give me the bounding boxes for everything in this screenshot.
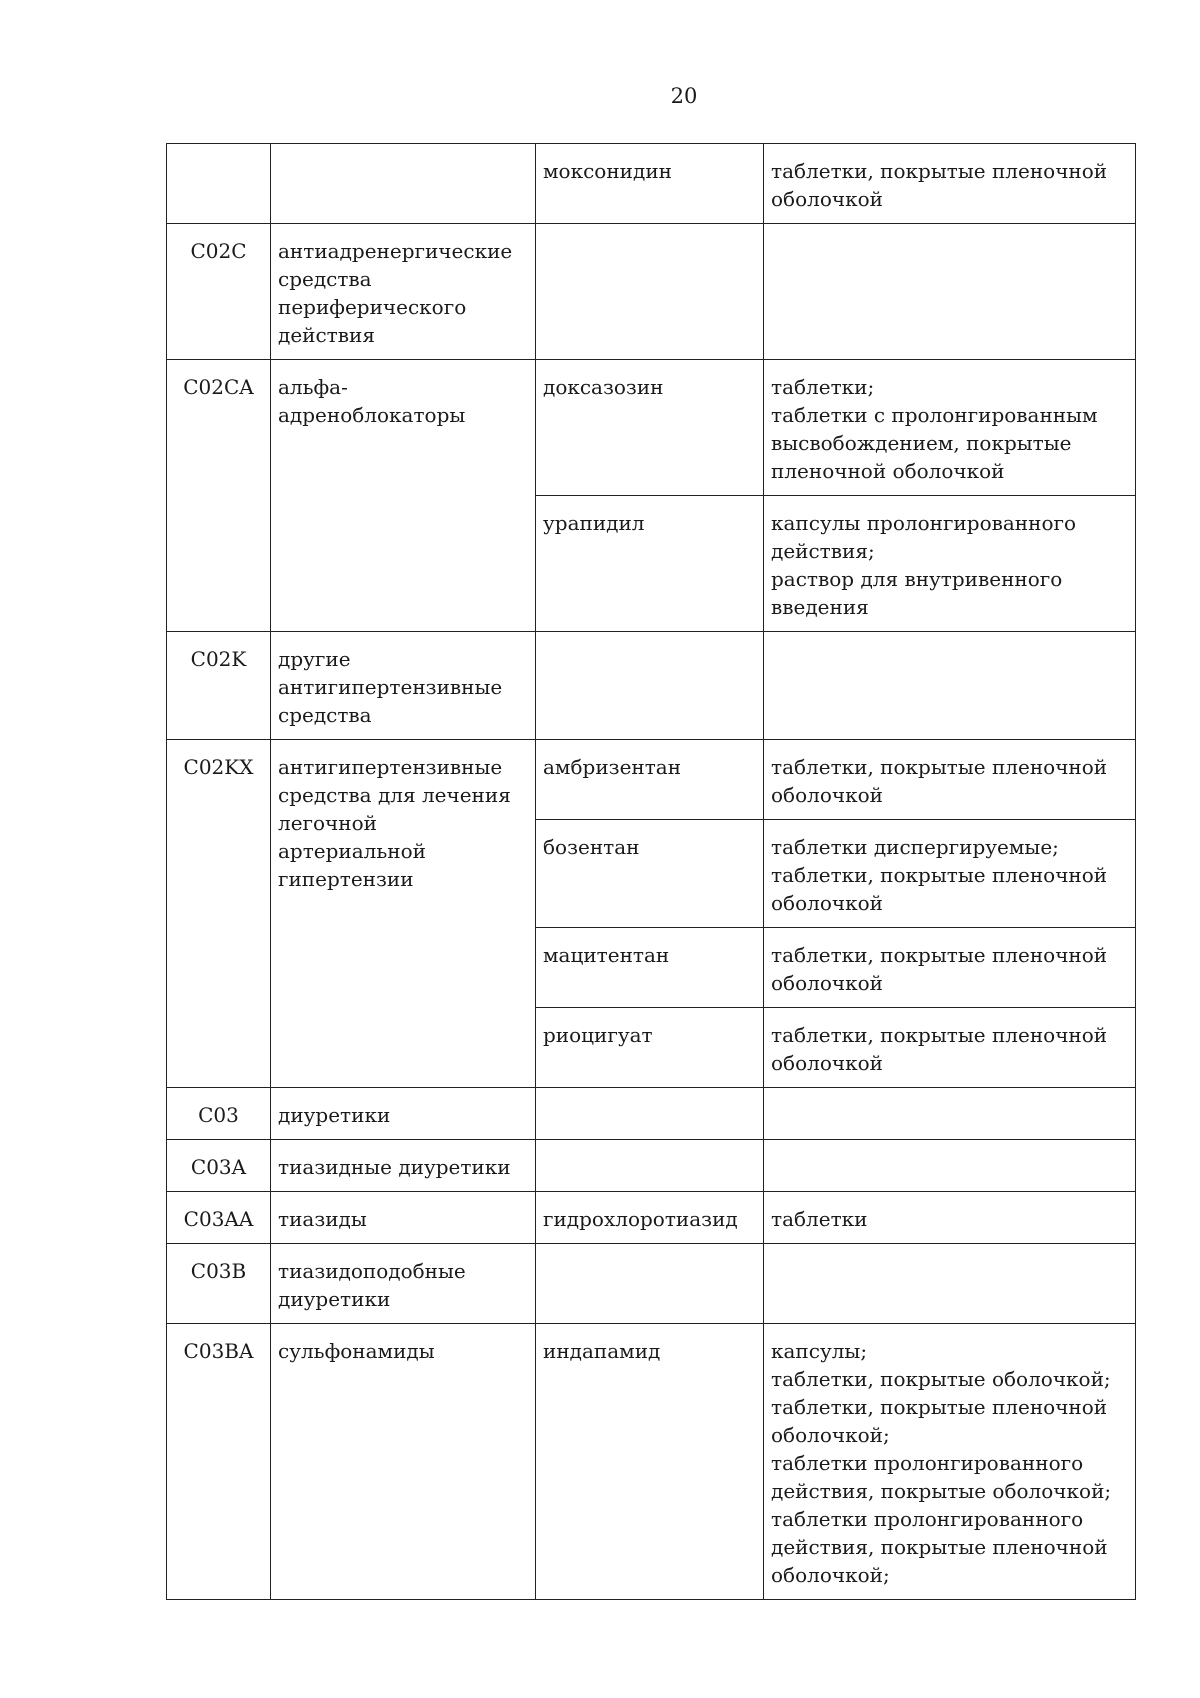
dosage-form-line: таблетки, покрытые пленочной	[771, 159, 1108, 183]
table-row	[167, 144, 1136, 224]
dosage-forms	[764, 820, 1136, 928]
dosage-form-line: таблетки пролонгированного	[771, 1507, 1084, 1531]
atc-code: C02K	[167, 632, 271, 740]
dosage-forms	[764, 1008, 1136, 1088]
group-name: антигипертензивные средства для лечения легочной артериальной гипертензии	[271, 740, 536, 1088]
dosage-form-line: введения	[771, 595, 869, 619]
dosage-forms	[764, 740, 1136, 820]
drug-name: доксазозин	[536, 360, 764, 496]
dosage-form-line: оболочкой	[771, 971, 883, 995]
dosage-form-line: таблетки;	[771, 375, 875, 399]
table-row	[167, 360, 1136, 496]
dosage-forms	[764, 1088, 1136, 1140]
dosage-forms	[764, 928, 1136, 1008]
group-name: сульфонамиды	[271, 1324, 536, 1600]
group-name: альфа-адреноблокаторы	[271, 360, 536, 632]
dosage-form-line: таблетки, покрытые оболочкой;	[771, 1367, 1111, 1391]
dosage-forms	[764, 1192, 1136, 1244]
dosage-forms	[764, 1244, 1136, 1324]
dosage-forms	[764, 632, 1136, 740]
dosage-form-line: действия;	[771, 539, 875, 563]
dosage-form-line: таблетки с пролонгированным	[771, 403, 1098, 427]
dosage-form-line: таблетки, покрытые пленочной	[771, 863, 1108, 887]
group-name	[271, 144, 536, 224]
group-name: диуретики	[271, 1088, 536, 1140]
table-row	[167, 1088, 1136, 1140]
dosage-forms	[764, 1140, 1136, 1192]
table-row	[167, 632, 1136, 740]
group-name: тиазидные диуретики	[271, 1140, 536, 1192]
dosage-form-line: таблетки, покрытые пленочной	[771, 943, 1108, 967]
group-name: антиадренергические средства периферического действия	[271, 224, 536, 360]
drug-name	[536, 1244, 764, 1324]
drug-classification-table	[166, 143, 1136, 1600]
atc-code: C03AA	[167, 1192, 271, 1244]
drug-name: моксонидин	[536, 144, 764, 224]
drug-name	[536, 632, 764, 740]
dosage-form-line: таблетки диспергируемые;	[771, 835, 1059, 859]
drug-name: амбризентан	[536, 740, 764, 820]
drug-name: риоцигуат	[536, 1008, 764, 1088]
table-row	[167, 1324, 1136, 1600]
drug-name	[536, 1088, 764, 1140]
dosage-forms	[764, 496, 1136, 632]
dosage-form-line: раствор для внутривенного	[771, 567, 1063, 591]
table-row	[167, 740, 1136, 820]
dosage-form-line: оболочкой	[771, 783, 883, 807]
group-name: тиазиды	[271, 1192, 536, 1244]
table-row	[167, 1244, 1136, 1324]
atc-code: C03A	[167, 1140, 271, 1192]
group-name: тиазидоподобные диуретики	[271, 1244, 536, 1324]
dosage-forms	[764, 144, 1136, 224]
dosage-form-line: оболочкой;	[771, 1423, 890, 1447]
drug-name	[536, 224, 764, 360]
dosage-form-line: высвобождением, покрытые	[771, 431, 1072, 455]
dosage-form-line: таблетки пролонгированного	[771, 1451, 1084, 1475]
dosage-form-line: капсулы;	[771, 1339, 868, 1363]
dosage-form-line: капсулы пролонгированного	[771, 511, 1077, 535]
table-row	[167, 1140, 1136, 1192]
atc-code: C02KX	[167, 740, 271, 1088]
atc-code: C02CA	[167, 360, 271, 632]
dosage-forms	[764, 224, 1136, 360]
atc-code: C03	[167, 1088, 271, 1140]
dosage-form-line: оболочкой	[771, 187, 883, 211]
dosage-form-line: таблетки, покрытые пленочной	[771, 755, 1108, 779]
dosage-form-line: оболочкой	[771, 1051, 883, 1075]
group-name: другие антигипертензивные средства	[271, 632, 536, 740]
drug-name: мацитентан	[536, 928, 764, 1008]
drug-name: гидрохлоротиазид	[536, 1192, 764, 1244]
atc-code: C03B	[167, 1244, 271, 1324]
dosage-form-line: пленочной оболочкой	[771, 459, 1005, 483]
drug-name: индапамид	[536, 1324, 764, 1600]
dosage-forms	[764, 1324, 1136, 1600]
atc-code: C02C	[167, 224, 271, 360]
dosage-form-line: таблетки	[771, 1207, 868, 1231]
dosage-forms	[764, 360, 1136, 496]
dosage-form-line: оболочкой	[771, 891, 883, 915]
dosage-form-line: таблетки, покрытые пленочной	[771, 1023, 1108, 1047]
dosage-form-line: действия, покрытые оболочкой;	[771, 1479, 1112, 1503]
atc-code: C03BA	[167, 1324, 271, 1600]
drug-name	[536, 1140, 764, 1192]
dosage-form-line: оболочкой;	[771, 1563, 890, 1587]
dosage-form-line: действия, покрытые пленочной	[771, 1535, 1108, 1559]
drug-name: урапидил	[536, 496, 764, 632]
dosage-form-line: таблетки, покрытые пленочной	[771, 1395, 1108, 1419]
atc-code	[167, 144, 271, 224]
page-number: 20	[670, 84, 698, 108]
drug-name: бозентан	[536, 820, 764, 928]
table-row	[167, 1192, 1136, 1244]
table-row	[167, 224, 1136, 360]
